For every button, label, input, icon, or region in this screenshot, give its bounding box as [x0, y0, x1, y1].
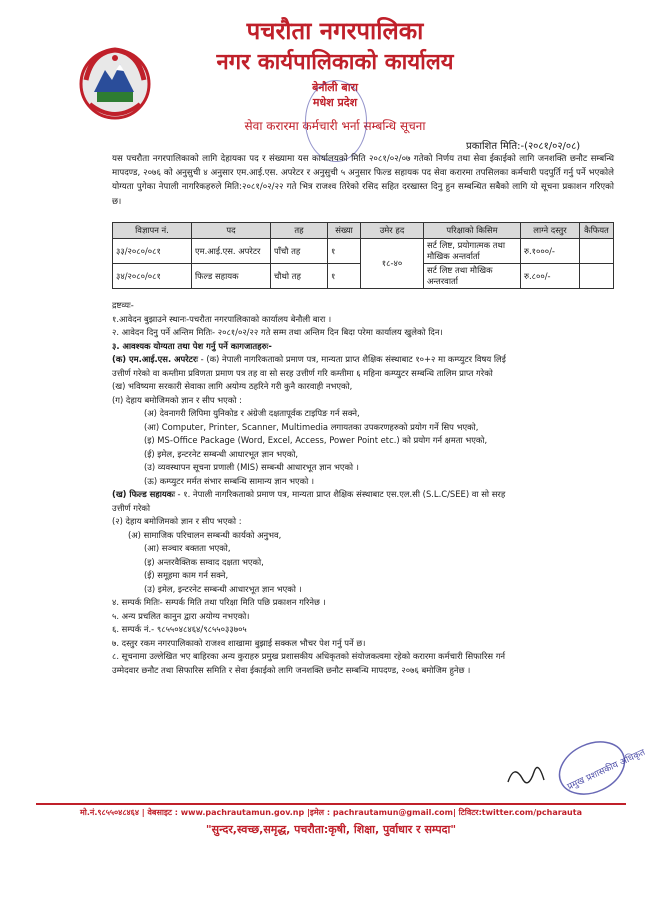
col-level: तह [271, 223, 328, 239]
footer-divider [36, 803, 626, 805]
field-line-3: (२) देहाय बमोजिमको ज्ञान र सीप भएको : [112, 516, 242, 526]
mis-skill-item: (इ) MS-Office Package (Word, Excel, Access, Power Point etc.) को प्रयोग गर्न क्षमता भएको, [144, 435, 488, 445]
cell-fee: रु.८००/- [521, 264, 580, 289]
cell-age-limit: १८-४० [361, 239, 424, 289]
note-6: ६. सम्पर्क नं.- ९८५५०४८४६४/९८५५०३३७०५ [112, 624, 247, 634]
cell-level: चौथो तह [271, 264, 328, 289]
field-skill-item: (इ) अन्तरवैक्तिक सम्वाद दक्षता भएको, [144, 556, 264, 567]
col-fee: लाग्ने दस्तुर [521, 223, 580, 239]
field-heading: (ख) फिल्ड सहायकः [112, 489, 175, 499]
cell-level: पाँचौ तह [271, 239, 328, 264]
mis-skill-item: (ई) इमेल, इन्टरनेट सम्बन्धी आधारभूत ज्ञान भएको, [144, 448, 299, 459]
col-post: पद [192, 223, 271, 239]
col-remarks: कैफियत [580, 223, 614, 239]
field-skill-item: (ई) समूहमा काम गर्न सक्ने, [144, 570, 229, 580]
note-8b: उम्मेदवार छनौट तथा सिफारिस समिति र सेवा ईकाईको लागि जनशक्ति छनौट सम्बन्धि मापदण्ड, २०७६ बमोजिम हुनेछ । [112, 664, 471, 675]
office-stamp [305, 80, 367, 162]
note-5: ५. अन्य प्रचलित कानुन द्वारा अयोग्य नभएको। [112, 610, 250, 621]
cell-exam: सर्ट लिष्ट तथा मौखिक अन्तरवार्ता [424, 264, 521, 289]
mis-skill-item: (उ) व्यवस्थापन सूचना प्रणाली (MIS) सम्बन्धी आधारभूत ज्ञान भएको । [144, 462, 359, 472]
note-7: ७. दस्तुर रकम नगरपालिकाको राजश्व शाखामा बुझाई सक्कल भौचर पेश गर्नु पर्ने छ। [112, 637, 366, 648]
field-text-1: - १. नेपाली नागरिकताको प्रमाण पत्र, मान्यता प्राप्त शैक्षिक संस्थाबाट एस.एल.सी (S.L.C/SEE) वा सो सरह [174, 489, 506, 499]
published-date: प्रकाशित मिति:-(२०८१/०२/०८) [466, 141, 581, 152]
table-row [113, 239, 614, 264]
mis-line-1 [112, 353, 617, 367]
signature-stamp [500, 742, 647, 802]
footer-contact: मो.नं.९८५५०४८४६४ | वेबसाइट : www.pachrautamun.gov.np |इमेल : pachrautamun@gmail.com| टिविटर:twitter.com/pcharauta [80, 808, 582, 817]
office-place: बेनौली बारा [312, 81, 358, 94]
cell-post: एम.आई.एस. अपरेटर [192, 239, 271, 264]
col-exam: परिक्षाको किसिम [424, 223, 521, 239]
note-4: ४. सम्पर्क मितिः- सम्पर्क मिति तथा परिक्षा मिति पछि प्रकाशन गरिनेछ । [112, 597, 326, 607]
mis-skill-item: (आ) Computer, Printer, Scanner, Multimedia लगायतका उपकरणहरुको प्रयोग गर्ने सिप भएको, [144, 421, 479, 432]
mis-line-4: (ग) देहाय बमोजिमको ज्ञान र सीप भएको : [112, 394, 242, 405]
note-2: २. आवेदन दिनु पर्ने अन्तिम मितिः- २०८१/०२/२२ गते सम्म तथा अन्तिम दिन बिदा परेमा कार्यालय खुलेको दिन। [112, 327, 443, 337]
field-skill-item: (उ) इमेल, इन्टरनेट सम्बन्धी आधारभूत ज्ञान भएको । [144, 583, 302, 594]
province-name: मधेश प्रदेश [312, 96, 358, 109]
field-line-2: उत्तीर्ण गरेको [112, 502, 151, 513]
mis-heading: (क) एम.आई.एस. अपरेटरः [112, 354, 198, 364]
cell-ad-no: ३३/२०८०/०८१ [113, 239, 192, 264]
cell-remarks [580, 264, 614, 289]
cell-post: फिल्ड सहायक [192, 264, 271, 289]
field-line-1 [112, 488, 617, 502]
mis-line-2: उत्तीर्ण गरेको वा कम्तीमा प्रविणता प्रमाण पत्र तह वा सो सरह उत्तीर्ण गरि कम्तीमा ६ महिना कम्प्युटर सम्बन्धि तालिम प्राप्त गरेको [112, 367, 493, 378]
mis-skill-item: (ऊ) कम्प्युटर मर्मत संभार सम्बन्धि सामान्य ज्ञान भएको । [144, 475, 315, 486]
cell-remarks [580, 239, 614, 264]
cell-ad-no: ३४/२०८०/०८१ [113, 264, 192, 289]
notice-subject: सेवा करारमा कर्मचारी भर्ना सम्बन्धि सूचना [244, 119, 426, 133]
municipality-name: पचरौता नगरपालिका [246, 17, 424, 45]
intro-paragraph: यस पचरौता नगरपालिकाको लागि देहायका पद र संख्यामा यस कार्यालयको मिति २०८१/०२/०७ गतेको निर्णय तथा सेवा ईकाईको लागि जनशक्ति छनौट सम्बन्धि मापदण्ड, २०७६ को अनुसुची ४ अनुसार एम.आई.एस. अपरेटर र अनुसुची ५ अनुसार फिल्ड सहायक पद सेवा करारमा तपसिलका कर्मचारी पदपुर्ति गर्नु पर्ने भएकोले योग्यता पुगेका नेपाली नागरिकहरुले मिति:२०८१/०२/२२ गते भित्र राजश्व तिरेको रसिद सहित दरखास्त दिनु हुन सम्बन्धित सबैको लागि यो सूचना प्रकाशन गरिएको छ। [112, 154, 614, 207]
table-header-row [113, 223, 614, 239]
mis-skill-item: (अ) देवनागरी लिपिमा युनिकोड र अंग्रेजी दक्षतापूर्वक टाइपिङ गर्न सक्ने, [144, 408, 360, 418]
field-skill-item: (आ) सञ्चार बक्तता भएको, [144, 543, 231, 553]
notes-heading: द्रष्टव्यः- [112, 300, 134, 310]
cell-count: १ [328, 239, 361, 264]
vacancy-table [112, 222, 614, 289]
col-ad-no: विज्ञापन नं. [113, 223, 192, 239]
mis-text-1: - (क) नेपाली नागरिकताको प्रमाण पत्र, मान्यता प्राप्त शैक्षिक संस्थाबाट १०+२ मा कम्प्युटर विषय लिई [198, 354, 506, 364]
note-8a: ८. सूचनामा उल्लेखित भए बाहिरका अन्य कुराहरु प्रमुख प्रशासकीय अधिकृतको संयोजकत्वमा रहेको करारमा कर्मचारी सिफारिस गर्न [112, 651, 506, 661]
col-count: संख्या [328, 223, 361, 239]
cell-fee: रु.१०००/- [521, 239, 580, 264]
note-3: ३. आवश्यक योग्यता तथा पेश गर्नु पर्ने कागजातहरुः- [112, 340, 272, 351]
col-age: उमेर हद [361, 223, 424, 239]
notes-section [112, 299, 617, 677]
footer-slogan: "सुन्दर,स्वच्छ,समृद्ध, पचरौता:कृषी, शिक्षा, पुर्वाधार र सम्पदा" [205, 823, 457, 836]
office-name: नगर कार्यपालिकाको कार्यालय [216, 50, 454, 75]
field-skill-item: (अ) सामाजिक परिचालन सम्बन्धी कार्यको अनुभव, [128, 529, 282, 540]
cell-exam: सर्ट लिष्ट, प्रयोगात्मक तथा मौखिक अन्तर्वार्ता [424, 239, 521, 264]
cell-count: १ [328, 264, 361, 289]
nepal-emblem-logo [72, 40, 158, 122]
mis-line-3: (ख) भविष्यमा सरकारी सेवाका लागि अयोग्य ठहरिने गरी कुनै कारवाही नभएको, [112, 381, 353, 391]
stamp-text: प्रमुख प्रशासकीय अधिकृत [566, 747, 647, 793]
note-1: १.आवेदन बुझाउने स्थानः-पचरौता नगरपालिकाको कार्यालय बेनौली बारा । [112, 313, 332, 324]
